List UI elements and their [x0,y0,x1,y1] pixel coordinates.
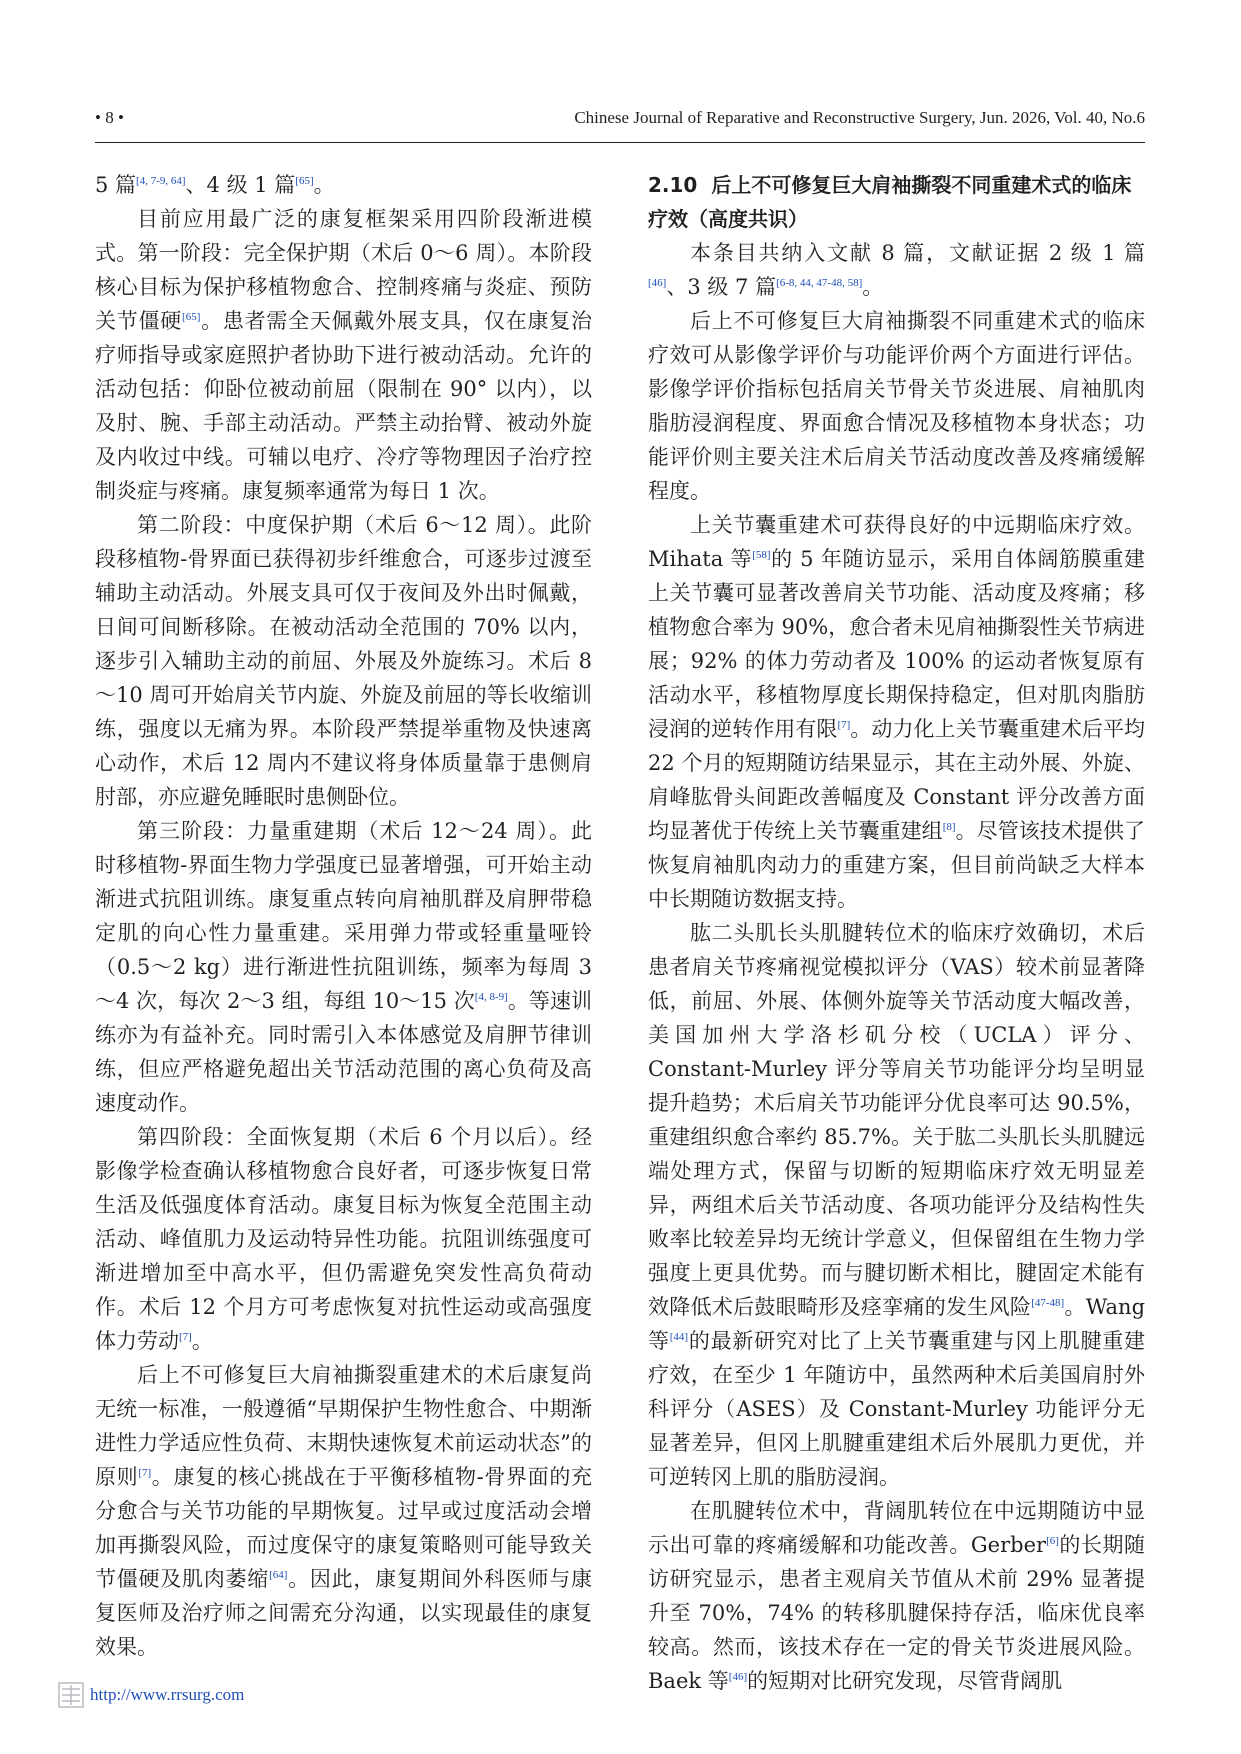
citation[interactable]: [4, 8-9] [474,991,508,1003]
page-number: • 8 • [95,108,124,127]
paragraph: 第四阶段：全面恢复期（术后 6 个月以后）。经影像学检查确认移植物愈合良好者，可逐步恢复日常生活及低强度体育活动。康复目标为恢复全范围主动活动、峰值肌力及运动特异性功能。抗阻训练强度可渐进增加至中高水平，但仍需避免突发性高负荷动作。术后 12 个月方可考虑恢复对抗性运动或高强度体力劳动[7]。 [95,1125,592,1353]
citation[interactable]: [7] [837,719,851,731]
citation[interactable]: [6-8, 44, 47-48, 58] [776,277,863,289]
citation[interactable]: [65] [295,175,314,187]
running-header [95,108,1145,138]
paragraph: 在肌腱转位术中，背阔肌转位在中远期随访中显示出可靠的疼痛缓解和功能改善。Gerber[6]的长期随访研究显示，患者主观肩关节值从术前 29% 显著提升至 70%，74% 的转移肌腱保持存活，临床优良率较高。然而，该技术存在一定的骨关节炎进展风险。Baek 等[46]的短期对比研究发现，尽管背阔肌 [648,1499,1145,1693]
journal-url-link[interactable]: http://www.rrsurg.com [90,1685,245,1704]
paragraph: 目前应用最广泛的康复框架采用四阶段渐进模式。第一阶段：完全保护期（术后 0～6 周）。本阶段核心目标为保护移植物愈合、控制疼痛与炎症、预防关节僵硬[65]。患者需全天佩戴外展支具，仅在康复治疗师指导或家庭照护者协助下进行被动活动。允许的活动包括：仰卧位被动前屈（限制在 90° 以内），以及肘、腕、手部主动活动。严禁主动抬臂、被动外旋及内收过中线。可辅以电疗、冷疗等物理因子治疗控制炎症与疼痛。康复频率通常为每日 1 次。 [95,207,592,503]
citation[interactable]: [47-48] [1031,1297,1065,1309]
paragraph: 5 篇[4, 7-9, 64]、4 级 1 篇[65]。 [95,173,335,197]
section-title: 后上不可修复巨大肩袖撕裂不同重建术式的临床疗效（高度共识） [648,173,1132,231]
citation[interactable]: [64] [269,1569,288,1581]
paragraph: 第二阶段：中度保护期（术后 6～12 周）。此阶段移植物-骨界面已获得初步纤维愈合，可逐步过渡至辅助主动活动。外展支具可仅于夜间及外出时佩戴，日间可间断移除。在被动活动全范围的 70% 以内，逐步引入辅助主动的前屈、外展及外旋练习。术后 8～10 周可开始肩关节内旋、外旋及前屈的等长收缩训练，强度以无痛为界。本阶段严禁提举重物及快速离心动作，术后 12 周内不建议将身体质量靠于患侧肩肘部，亦应避免睡眠时患侧卧位。 [95,513,592,809]
left-column [95,168,592,1668]
header-rule [95,142,1145,143]
citation[interactable]: [4, 7-9, 64] [136,175,186,187]
paragraph: 后上不可修复巨大肩袖撕裂不同重建术式的临床疗效可从影像学评价与功能评价两个方面进行评估。影像学评价指标包括肩关节骨关节炎进展、肩袖肌肉脂肪浸润程度、界面愈合情况及移植物本身状态；功能评价则主要关注术后肩关节活动度改善及疼痛缓解程度。 [648,309,1145,503]
paragraph: 本条目共纳入文献 8 篇，文献证据 2 级 1 篇[46]、3 级 7 篇[6-8, 44, 47-48, 58]。 [648,241,1145,299]
citation[interactable]: [46] [648,277,667,289]
section-number: 2.10 [648,173,698,197]
journal-citation: Chinese Journal of Reparative and Reconstructive Surgery, Jun. 2026, Vol. 40, No.6 [574,108,1145,127]
citation[interactable]: [58] [752,549,771,561]
citation[interactable]: [7] [138,1467,152,1479]
journal-logo-icon [56,1680,86,1710]
citation[interactable]: [7] [179,1331,192,1343]
citation[interactable]: [65] [182,311,201,323]
right-column [648,168,1146,1693]
citation[interactable]: [44] [669,1331,689,1343]
citation[interactable]: [46] [728,1671,748,1683]
section-heading [648,168,1145,236]
paragraph: 上关节囊重建术可获得良好的中远期临床疗效。Mihata 等[58]的 5 年随访显示，采用自体阔筋膜重建上关节囊可显著改善肩关节功能、活动度及疼痛；移植物愈合率为 90%，愈合者未见肩袖撕裂性关节病进展；92% 的体力劳动者及 100% 的运动者恢复原有活动水平，移植物厚度长期保持稳定，但对肌肉脂肪浸润的逆转作用有限[7]。动力化上关节囊重建术后平均 22 个月的短期随访结果显示，其在主动外展、外旋、肩峰肱骨头间距改善幅度及 Constant 评分改善方面均显著优于传统上关节囊重建组[8]。尽管该技术提供了恢复肩袖肌肉动力的重建方案，但目前尚缺乏大样本中长期随访数据支持。 [648,513,1146,911]
page-footer [56,1680,244,1710]
paragraph: 第三阶段：力量重建期（术后 12～24 周）。此时移植物-界面生物力学强度已显著增强，可开始主动渐进式抗阻训练。康复重点转向肩袖肌群及肩胛带稳定肌的向心性力量重建。采用弹力带或轻重量哑铃（0.5～2 kg）进行渐进性抗阻训练，频率为每周 3～4 次，每次 2～3 组，每组 10～15 次[4, 8-9]。等速训练亦为有益补充。同时需引入本体感觉及肩胛节律训练，但应严格避免超出关节活动范围的离心负荷及高速度动作。 [95,819,593,1115]
paragraph: 肱二头肌长头肌腱转位术的临床疗效确切，术后患者肩关节疼痛视觉模拟评分（VAS）较术前显著降低，前屈、外展、体侧外旋等关节活动度大幅改善，美国加州大学洛杉矶分校（UCLA）评分、Constant-Murley 评分等肩关节功能评分均呈明显提升趋势；术后肩关节功能评分优良率可达 90.5%，重建组织愈合率约 85.7%。关于肱二头肌长头肌腱远端处理方式，保留与切断的短期临床疗效无明显差异，两组术后关节活动度、各项功能评分及结构性失败率比较差异均无统计学意义，但保留组在生物力学强度上更具优势。而与腱切断术相比，腱固定术能有效降低术后鼓眼畸形及痉挛痛的发生风险[47-48]。Wang 等[44]的最新研究对比了上关节囊重建与冈上肌腱重建疗效，在至少 1 年随访中，虽然两种术后美国肩肘外科评分（ASES）及 Constant-Murley 功能评分无显著差异，但冈上肌腱重建组术后外展肌力更优，并可逆转冈上肌的脂肪浸润。 [648,921,1146,1489]
citation[interactable]: [8] [942,821,956,833]
citation[interactable]: [6] [1046,1535,1059,1547]
paragraph: 后上不可修复巨大肩袖撕裂重建术的术后康复尚无统一标准，一般遵循“早期保护生物性愈合、中期渐进性力学适应性负荷、末期快速恢复术前运动状态”的原则[7]。康复的核心挑战在于平衡移植物-骨界面的充分愈合与关节功能的早期恢复。过早或过度活动会增加再撕裂风险，而过度保守的康复策略则可能导致关节僵硬及肌肉萎缩[64]。因此，康复期间外科医师与康复医师及治疗师之间需充分沟通，以实现最佳的康复效果。 [95,1363,592,1659]
